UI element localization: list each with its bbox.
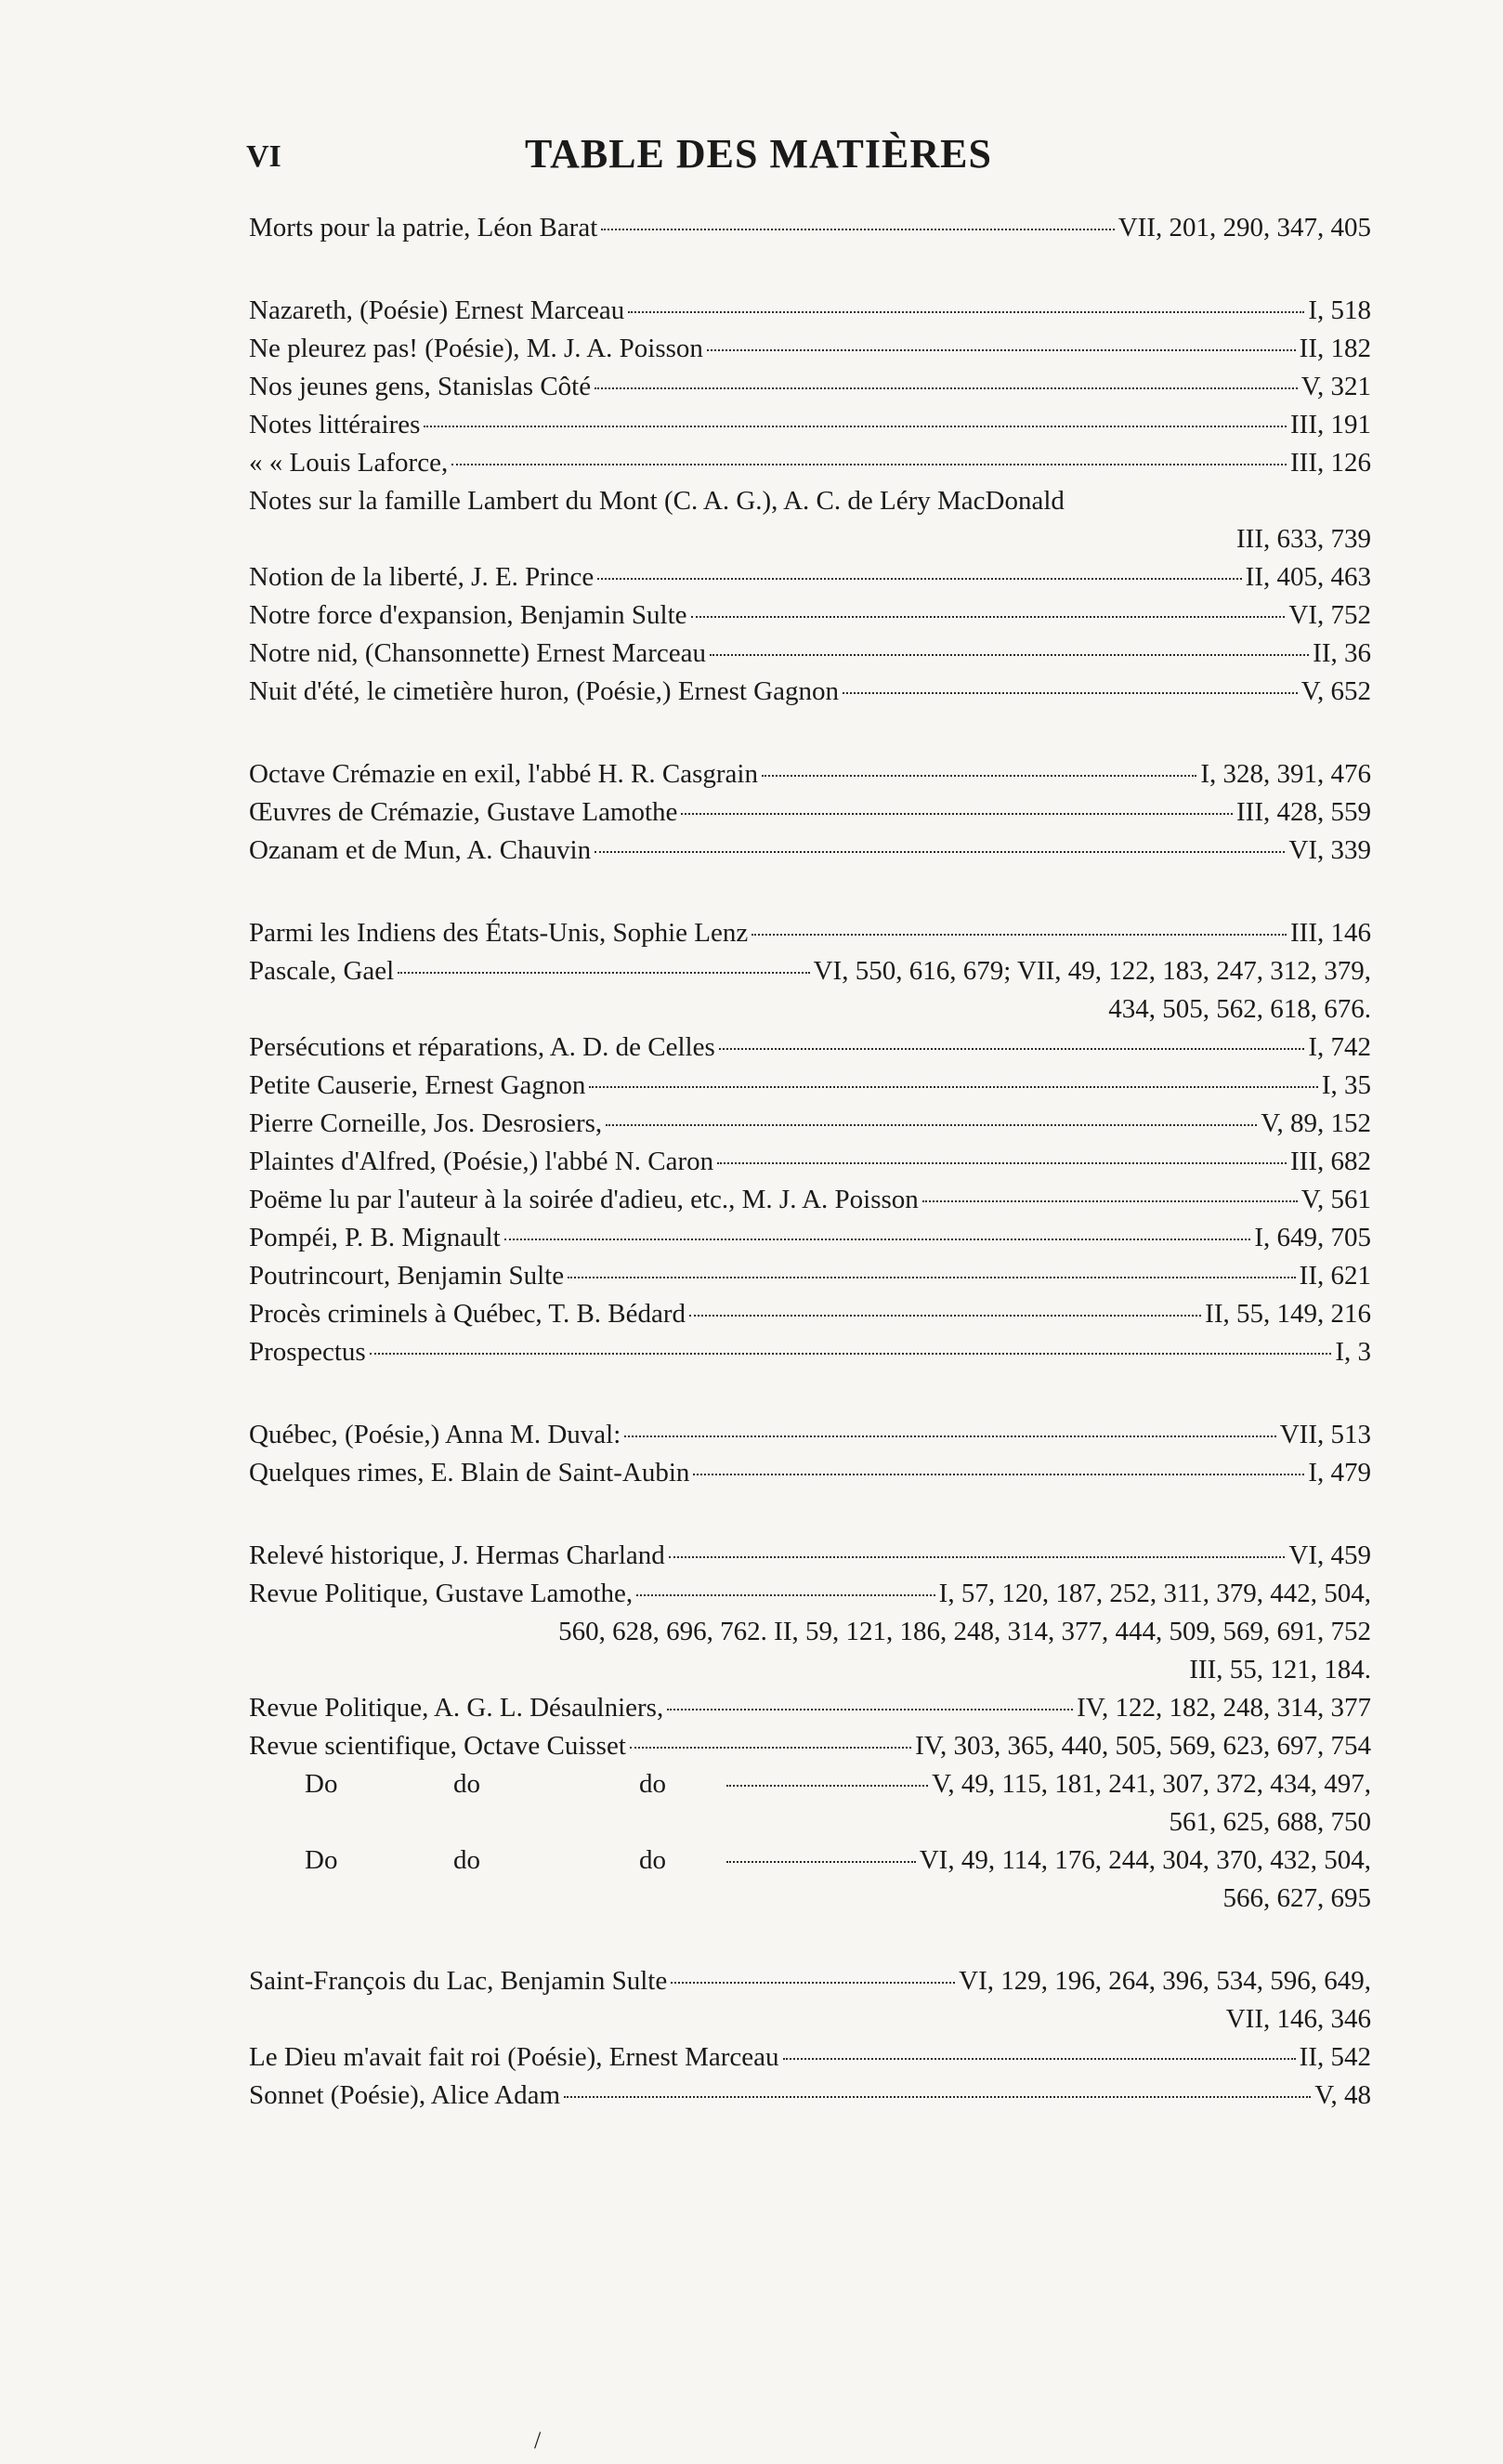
toc-entry-pages: I, 57, 120, 187, 252, 311, 379, 442, 504,: [938, 1579, 1371, 1608]
toc-entry-pages: VI, 339: [1288, 835, 1371, 865]
toc-entry: [249, 444, 1371, 482]
toc-entry-line: [249, 2038, 1371, 2077]
toc-entry: [249, 1295, 1371, 1333]
toc-entry-pages: VI, 129, 196, 264, 396, 534, 596, 649,: [959, 1966, 1371, 1996]
toc-entry: [249, 482, 1371, 558]
toc-entry: [249, 596, 1371, 635]
toc-entry-pages: IV, 303, 365, 440, 505, 569, 623, 697, 754: [915, 1731, 1371, 1761]
toc-entry: [249, 793, 1371, 832]
toc-entry-pages: V, 652: [1300, 676, 1371, 706]
toc-entry-pages: III, 126: [1290, 448, 1371, 478]
toc-entry: [249, 832, 1371, 870]
toc-entry-title: « « Louis Laforce,: [249, 448, 449, 478]
toc-entry-line: [249, 635, 1371, 673]
toc-section: [249, 292, 1371, 711]
toc-entry-ditto: [249, 1765, 1371, 1841]
toc-entry-pages: I, 518: [1308, 295, 1371, 325]
toc-entry-title: Persécutions et réparations, A. D. de Celles: [249, 1032, 715, 1062]
toc-entry: [249, 1416, 1371, 1454]
toc-entry-pages: I, 35: [1321, 1070, 1371, 1100]
toc-entry-pages: I, 328, 391, 476: [1200, 759, 1371, 789]
toc-entry-title: Revue Politique, Gustave Lamothe,: [249, 1579, 634, 1608]
dot-leader: [693, 1473, 1304, 1475]
toc-entry-title: Prospectus: [249, 1337, 366, 1367]
toc-entry-line: [249, 209, 1371, 247]
toc-entry-title: Ozanam et de Mun, A. Chauvin: [249, 835, 592, 865]
toc-entry-title: Pascale, Gael: [249, 956, 395, 986]
toc-entry-title: Petite Causerie, Ernest Gagnon: [249, 1070, 586, 1100]
toc-entry-line: [249, 2077, 1371, 2115]
ditto-mark: do: [639, 1845, 666, 1875]
toc-entry-line: [249, 406, 1371, 444]
dot-leader: [597, 577, 1241, 580]
toc-entry-title: Québec, (Poésie,) Anna M. Duval:: [249, 1420, 621, 1449]
dot-leader: [726, 1784, 928, 1787]
toc-entry-line: [249, 1029, 1371, 1067]
toc-entry: [249, 952, 1371, 1029]
toc-entry-pages: II, 55, 149, 216: [1205, 1299, 1371, 1329]
toc-entry-line: [249, 1765, 1371, 1803]
toc-entry-title: Pompéi, P. B. Mignault: [249, 1223, 501, 1252]
dot-leader: [681, 812, 1233, 815]
page-header: [246, 130, 1379, 186]
dot-leader: [669, 1555, 1286, 1558]
toc-entry-title: Procès criminels à Québec, T. B. Bédard: [249, 1299, 686, 1329]
toc-entry-line: [249, 1575, 1371, 1613]
toc-entry: [249, 330, 1371, 368]
toc-entry-pages: VI, 49, 114, 176, 244, 304, 370, 432, 504,: [919, 1845, 1371, 1875]
toc-entry-line: [249, 1416, 1371, 1454]
dot-leader: [710, 653, 1309, 656]
toc-entry-line: [249, 482, 1371, 520]
toc-entry-line: [249, 1067, 1371, 1105]
dot-leader: [630, 1746, 911, 1749]
toc-entry-pages: V, 561: [1300, 1185, 1371, 1214]
toc-entry-pages: III, 146: [1290, 918, 1371, 948]
toc-entry-line: [249, 444, 1371, 482]
toc-entry-line: [249, 1143, 1371, 1181]
toc-entry: [249, 1029, 1371, 1067]
toc-entry-pages-continuation: 566, 627, 695: [1222, 1883, 1371, 1913]
toc-entry: [249, 1454, 1371, 1492]
toc-entry-title: Revue scientifique, Octave Cuisset: [249, 1731, 626, 1761]
toc-entry: [249, 2077, 1371, 2115]
dot-leader: [568, 1276, 1296, 1278]
toc-entry-line: [249, 330, 1371, 368]
page-title: TABLE DES MATIÈRES: [525, 131, 992, 177]
toc-entry-pages: II, 542: [1299, 2042, 1371, 2072]
toc-entry-title: Quelques rimes, E. Blain de Saint-Aubin: [249, 1458, 690, 1488]
toc-entry-line: [249, 1219, 1371, 1257]
toc-entry-pages: VII, 513: [1279, 1420, 1371, 1449]
ditto-mark: do: [639, 1769, 666, 1799]
toc-entry-title: Relevé historique, J. Hermas Charland: [249, 1540, 665, 1570]
toc-section: [249, 914, 1371, 1371]
toc-entry-line: [249, 368, 1371, 406]
toc-entry-title: Plaintes d'Alfred, (Poésie,) l'abbé N. Caron: [249, 1147, 714, 1176]
toc-section: [249, 755, 1371, 870]
toc-entry-pages: VII, 201, 290, 347, 405: [1117, 213, 1371, 242]
toc-entry-line: [249, 914, 1371, 952]
toc-entry: [249, 209, 1371, 247]
toc-entry: [249, 1537, 1371, 1575]
ditto-mark: do: [453, 1845, 480, 1875]
toc-entry-title: Nazareth, (Poésie) Ernest Marceau: [249, 295, 625, 325]
dot-leader: [717, 1161, 1287, 1164]
toc-entry-line: [249, 832, 1371, 870]
toc-entry-title: Le Dieu m'avait fait roi (Poésie), Ernest Marceau: [249, 2042, 779, 2072]
dot-leader: [424, 425, 1287, 427]
toc-entry-title: Notes sur la famille Lambert du Mont (C. A. G.), A. C. de Léry MacDonald: [249, 486, 1065, 516]
toc-entry-pages: II, 182: [1299, 334, 1371, 363]
toc-entry-line: [249, 596, 1371, 635]
toc-entry-line: [249, 952, 1371, 990]
toc-entry-pages-continuation: III, 55, 121, 184.: [1189, 1655, 1371, 1684]
toc-entry-line: [249, 673, 1371, 711]
toc-entry-pages-continuation: 561, 625, 688, 750: [1169, 1807, 1371, 1837]
toc-entry-title: Nuit d'été, le cimetière huron, (Poésie,) Ernest Gagnon: [249, 676, 839, 706]
toc-entry-pages: III, 682: [1290, 1147, 1371, 1176]
dot-leader: [726, 1860, 916, 1863]
dot-leader: [689, 1314, 1201, 1317]
dot-leader: [606, 1123, 1257, 1126]
toc-entry-pages: III, 428, 559: [1236, 797, 1371, 827]
toc-entry-title: Nos jeunes gens, Stanislas Côté: [249, 372, 592, 401]
toc-entry-pages: I, 479: [1308, 1458, 1371, 1488]
toc-entry: [249, 368, 1371, 406]
toc-section: [249, 1962, 1371, 2115]
toc-entry-pages: V, 321: [1300, 372, 1371, 401]
dot-leader: [451, 463, 1287, 465]
toc-section: [249, 1537, 1371, 1918]
toc-entry-title: Notes littéraires: [249, 410, 421, 439]
toc-entry: [249, 1067, 1371, 1105]
toc-entry-pages: VI, 550, 616, 679; VII, 49, 122, 183, 247, 312, 379,: [813, 956, 1371, 986]
toc-entry-title: Morts pour la patrie, Léon Barat: [249, 213, 598, 242]
toc-entry-title: Pierre Corneille, Jos. Desrosiers,: [249, 1108, 603, 1138]
toc-entry-title: Poëme lu par l'auteur à la soirée d'adieu, etc., M. J. A. Poisson: [249, 1185, 919, 1214]
dot-leader: [752, 933, 1287, 936]
toc-entry: [249, 1181, 1371, 1219]
toc-entry-pages: V, 48: [1314, 2080, 1371, 2110]
toc-entry-line: [249, 292, 1371, 330]
toc-entry-pages: II, 36: [1313, 638, 1371, 668]
toc-entry-pages-continuation: 434, 505, 562, 618, 676.: [1108, 994, 1371, 1024]
dot-leader: [601, 228, 1114, 230]
toc-entry-line: [249, 1962, 1371, 2000]
dot-leader: [628, 310, 1304, 313]
toc-entry-title: Sonnet (Poésie), Alice Adam: [249, 2080, 561, 2110]
dot-leader: [667, 1708, 1073, 1710]
dot-leader: [691, 615, 1286, 618]
toc-entry-title: Ne pleurez pas! (Poésie), M. J. A. Poisson: [249, 334, 703, 363]
dot-leader: [564, 2095, 1311, 2098]
toc-entry-title: Octave Crémazie en exil, l'abbé H. R. Casgrain: [249, 759, 758, 789]
toc-entry: [249, 1333, 1371, 1371]
toc-entry: [249, 1575, 1371, 1689]
ditto-mark: do: [453, 1769, 480, 1799]
toc-entry: [249, 1143, 1371, 1181]
dot-leader: [922, 1199, 1298, 1202]
toc-entry-pages: VI, 752: [1288, 600, 1371, 630]
toc-entry: [249, 1727, 1371, 1765]
dot-leader: [398, 971, 809, 974]
toc-entry-title: Parmi les Indiens des États-Unis, Sophie Lenz: [249, 918, 749, 948]
toc-entry-title: Poutrincourt, Benjamin Sulte: [249, 1261, 565, 1291]
toc-entry: [249, 1219, 1371, 1257]
toc-entry-pages: I, 3: [1335, 1337, 1371, 1367]
ditto-mark: Do: [305, 1845, 338, 1875]
dot-leader: [762, 774, 1196, 777]
toc-entry-pages: IV, 122, 182, 248, 314, 377: [1077, 1693, 1371, 1723]
toc-entry-line: [249, 1181, 1371, 1219]
toc-entry-pages: I, 649, 705: [1254, 1223, 1371, 1252]
toc-entry: [249, 635, 1371, 673]
toc-entry-ditto: [249, 1841, 1371, 1918]
ditto-marks: [249, 1765, 723, 1803]
toc-entry: [249, 1257, 1371, 1295]
toc-section: [249, 1416, 1371, 1492]
toc-entry-line: [249, 558, 1371, 596]
dot-leader: [504, 1238, 1251, 1240]
toc-entry: [249, 914, 1371, 952]
toc-entry-line: [249, 1689, 1371, 1727]
toc-entry-pages: I, 742: [1308, 1032, 1371, 1062]
dot-leader: [636, 1593, 934, 1596]
toc-entry-pages: III, 191: [1290, 410, 1371, 439]
toc-entry-title: Notion de la liberté, J. E. Prince: [249, 562, 595, 592]
dot-leader: [783, 2057, 1296, 2060]
table-of-contents: [249, 209, 1371, 2159]
toc-entry-pages: V, 89, 152: [1261, 1108, 1371, 1138]
toc-entry-title: Œuvres de Crémazie, Gustave Lamothe: [249, 797, 678, 827]
toc-entry: [249, 292, 1371, 330]
dot-leader: [707, 348, 1296, 351]
toc-entry-pages: V, 49, 115, 181, 241, 307, 372, 434, 497,: [932, 1769, 1371, 1799]
toc-entry-line: [249, 1454, 1371, 1492]
toc-entry: [249, 1689, 1371, 1727]
toc-entry-title: Saint-François du Lac, Benjamin Sulte: [249, 1966, 668, 1996]
toc-entry-title: Notre nid, (Chansonnette) Ernest Marceau: [249, 638, 707, 668]
toc-entry-title: Revue Politique, A. G. L. Désaulniers,: [249, 1693, 664, 1723]
toc-entry-title: Notre force d'expansion, Benjamin Sulte: [249, 600, 687, 630]
toc-entry: [249, 558, 1371, 596]
ditto-marks: [249, 1841, 723, 1880]
dot-leader: [370, 1352, 1332, 1355]
toc-entry: [249, 2038, 1371, 2077]
toc-entry-line: [249, 1105, 1371, 1143]
toc-entry: [249, 673, 1371, 711]
dot-leader: [671, 1981, 955, 1984]
toc-entry-line: [249, 755, 1371, 793]
toc-entry-line: [249, 1295, 1371, 1333]
toc-entry: [249, 406, 1371, 444]
dot-leader: [843, 691, 1298, 694]
dot-leader: [719, 1047, 1305, 1050]
toc-section: [249, 209, 1371, 247]
dot-leader: [595, 850, 1285, 853]
toc-entry: [249, 1105, 1371, 1143]
toc-entry: [249, 755, 1371, 793]
toc-entry-pages: II, 405, 463: [1245, 562, 1371, 592]
dot-leader: [624, 1435, 1275, 1437]
toc-entry-line: [249, 1333, 1371, 1371]
toc-entry-pages-continuation: III, 633, 739: [1236, 524, 1371, 554]
dot-leader: [595, 387, 1298, 389]
toc-entry-pages: II, 621: [1299, 1261, 1371, 1291]
toc-entry-pages-continuation: 560, 628, 696, 762. II, 59, 121, 186, 248, 314, 377, 444, 509, 569, 691, 752: [558, 1617, 1371, 1646]
toc-entry-line: [249, 793, 1371, 832]
toc-entry-line: [249, 1257, 1371, 1295]
toc-entry-line: [249, 1537, 1371, 1575]
page-number: VI: [246, 139, 281, 174]
toc-entry-line: [249, 1727, 1371, 1765]
dot-leader: [589, 1085, 1317, 1088]
toc-entry-pages: VI, 459: [1288, 1540, 1371, 1570]
toc-entry-pages-continuation: VII, 146, 346: [1225, 2004, 1371, 2034]
footer-mark: /: [534, 2427, 542, 2454]
ditto-mark: Do: [305, 1769, 338, 1799]
toc-entry: [249, 1962, 1371, 2038]
toc-entry-line: [249, 1841, 1371, 1880]
